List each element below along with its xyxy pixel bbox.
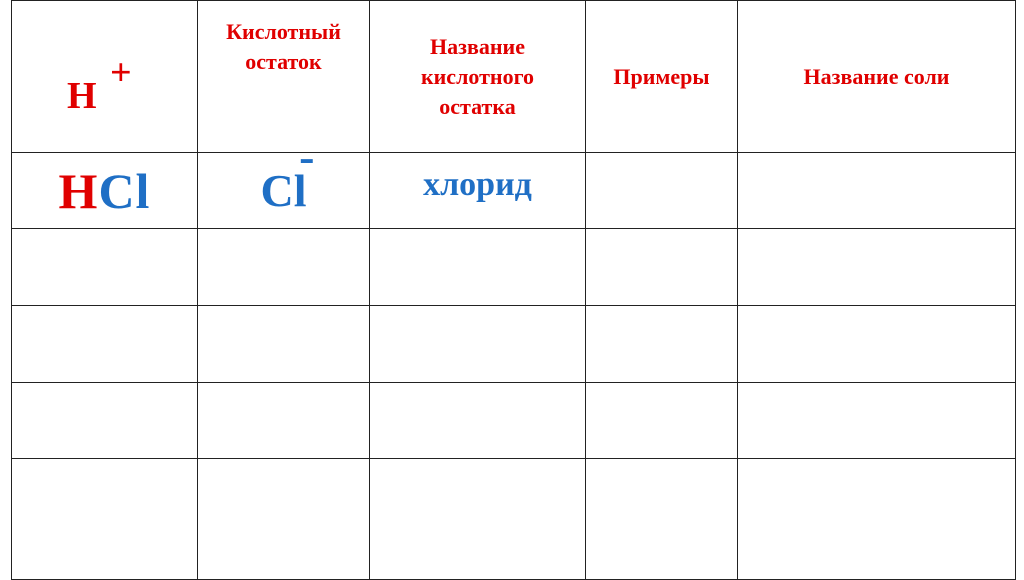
empty-cell <box>370 306 586 383</box>
cation-charge: + <box>110 52 132 94</box>
empty-cell <box>12 229 198 306</box>
empty-cell <box>370 459 586 580</box>
empty-cell <box>198 459 370 580</box>
empty-cell <box>12 306 198 383</box>
empty-cell <box>198 229 370 306</box>
table-row <box>12 306 1016 383</box>
header-examples-label: Примеры <box>613 63 710 89</box>
acid-residue <box>260 131 315 217</box>
empty-cell <box>370 383 586 459</box>
header-examples-cell <box>586 1 738 153</box>
header-residue-cell <box>198 1 370 153</box>
salt-name-cell <box>738 153 1016 229</box>
acid-formula <box>59 163 151 219</box>
empty-cell <box>198 306 370 383</box>
formula-cell <box>12 153 198 229</box>
residue-charge: - <box>299 131 315 182</box>
residue-cell <box>198 131 370 229</box>
table-row <box>12 153 1016 229</box>
empty-cell <box>738 459 1016 580</box>
empty-cell <box>586 306 738 383</box>
empty-cell <box>370 229 586 306</box>
residue-symbol: Cl <box>260 165 307 216</box>
acid-residue-table <box>11 0 1016 580</box>
header-residue-name-cell <box>370 1 586 153</box>
formula-chlorine: Cl <box>98 162 151 219</box>
empty-cell <box>738 229 1016 306</box>
empty-cell <box>586 459 738 580</box>
header-salt-name-cell <box>738 1 1016 153</box>
table-row <box>12 229 1016 306</box>
empty-cell <box>12 459 198 580</box>
formula-hydrogen: Н <box>58 162 99 219</box>
empty-cell <box>586 229 738 306</box>
empty-cell <box>12 383 198 459</box>
residue-name-cell <box>370 153 586 229</box>
examples-cell <box>586 153 738 229</box>
empty-cell <box>198 383 370 459</box>
hydrogen-symbol: Н <box>67 75 97 117</box>
header-residue-label: Кислотный остаток <box>226 18 341 74</box>
residue-name: хлорид <box>423 165 532 203</box>
empty-cell <box>586 383 738 459</box>
empty-cell <box>738 306 1016 383</box>
header-salt-name-label: Название соли <box>803 63 950 89</box>
table-row <box>12 383 1016 459</box>
header-row <box>12 1 1016 153</box>
header-cation-cell <box>12 1 198 153</box>
header-residue-name-label: Название кислотного остатка <box>420 33 535 119</box>
empty-cell <box>738 383 1016 459</box>
table-row <box>12 459 1016 580</box>
